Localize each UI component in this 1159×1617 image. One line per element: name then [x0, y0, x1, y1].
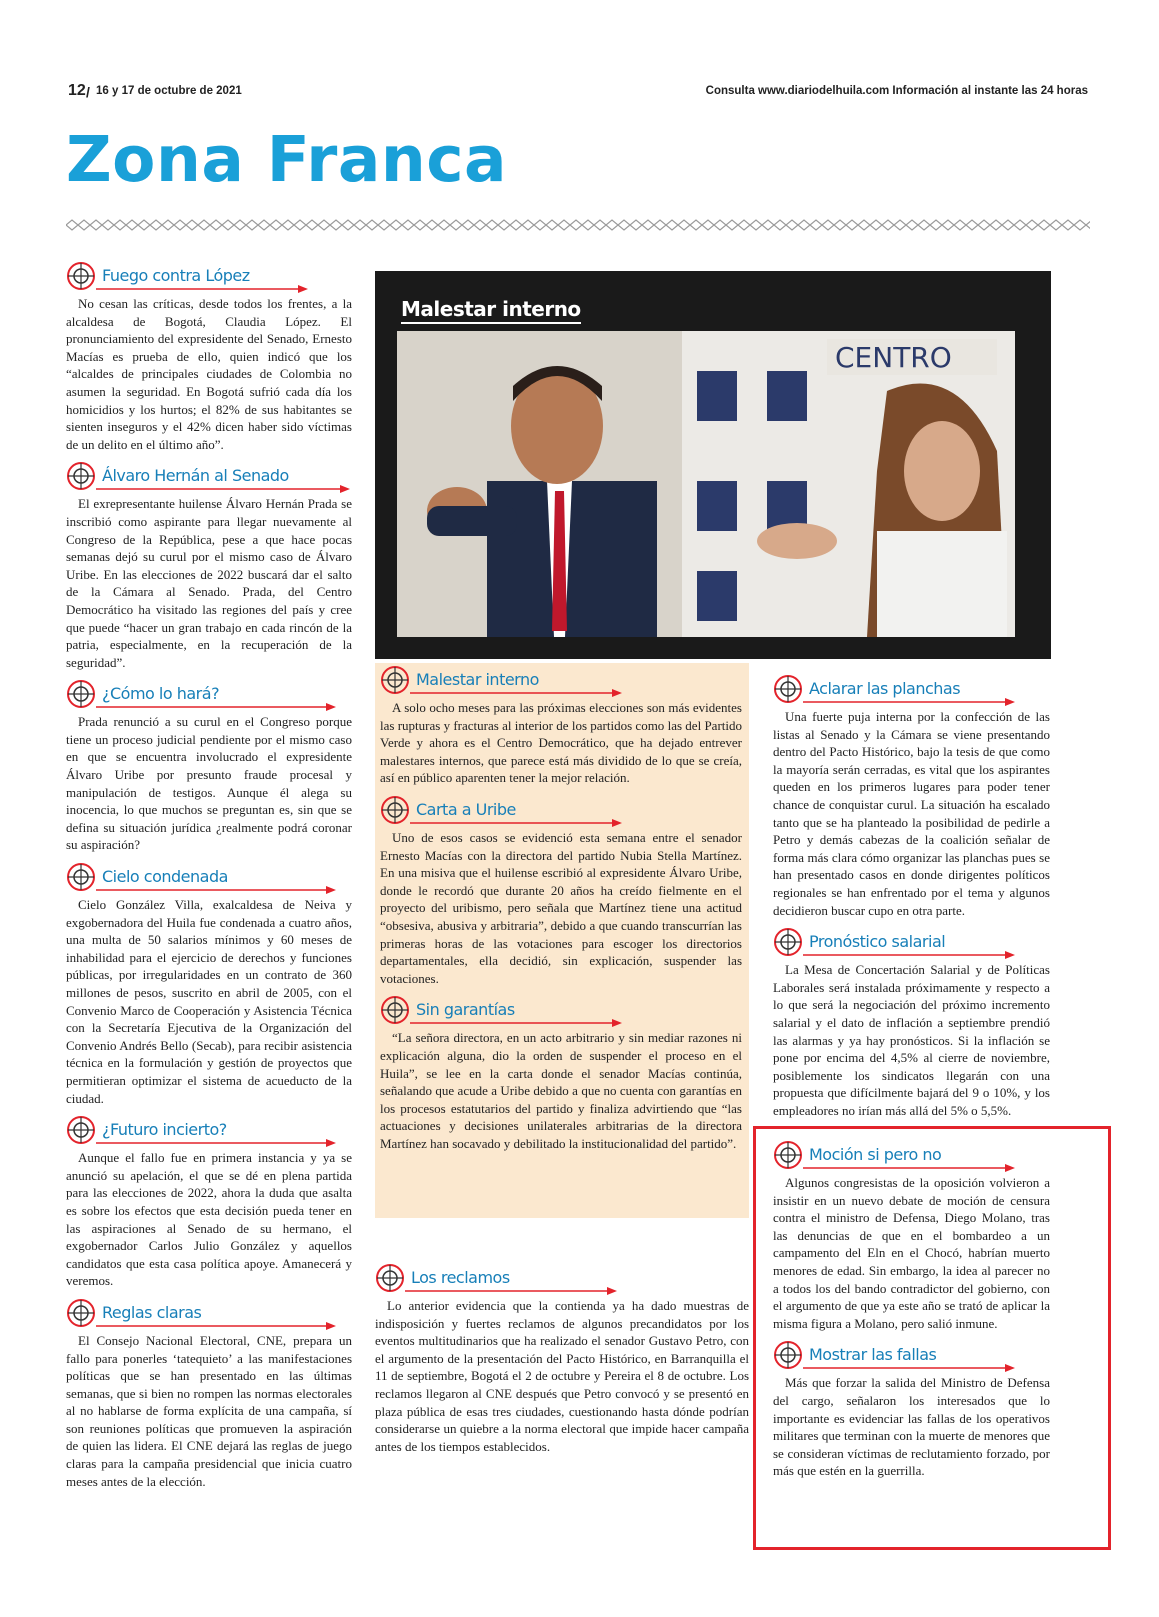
article	[66, 461, 352, 671]
arrow-icon	[803, 1164, 1015, 1172]
article	[773, 1140, 1050, 1332]
article-heading	[66, 1115, 352, 1147]
column-left	[66, 261, 352, 1498]
article-heading	[380, 665, 742, 697]
article-heading	[66, 1298, 352, 1330]
page-separator: /	[86, 84, 90, 100]
arrow-icon	[96, 485, 350, 493]
crosshair-icon	[66, 679, 96, 709]
column-middle-lower	[375, 1263, 749, 1463]
article-title: ¿Futuro incierto?	[102, 1120, 227, 1140]
article	[375, 1263, 749, 1455]
arrow-icon	[803, 951, 1015, 959]
article	[380, 795, 742, 987]
article-title: Aclarar las planchas	[809, 679, 961, 698]
crosshair-icon	[375, 1263, 405, 1293]
article-text: El Consejo Nacional Electoral, CNE, prepara un fallo para ponerles ‘tatequieto’ a las manifestaciones políticas que se han presentado en las últimas semanas, que si bien no rompen las normas electorales al no hablarse de forma explícita de una campaña, sí son reuniones políticas que promueven la aspiración de quien las lidera. El CNE dejará las reglas de juego claras para la campaña presidencial que inicia cuatro meses antes de la elección.	[66, 1332, 352, 1489]
top-bar	[68, 84, 1088, 102]
article-heading	[380, 995, 742, 1027]
article-title: Malestar interno	[416, 670, 539, 689]
crosshair-icon	[380, 665, 410, 695]
header-tagline: Consulta www.diariodelhuila.com Información al instante las 24 horas	[705, 85, 1088, 97]
article-text: Más que forzar la salida del Ministro de Defensa del cargo, señalaron los interesados que lo importante es evidenciar las fallas de los operativos militares que terminan con la muerte de menores que se consideran víctimas de reclutamiento forzado, por más que estén en la guerrilla.	[773, 1375, 1050, 1479]
article-text: Algunos congresistas de la oposición volvieron a insistir en un nuevo debate de moción de censura contra el ministro de Defensa, Diego Molano, tras las denuncias de que en el bombardeo a un campamento del Eln en el Chocó, habrían muerto menores de edad. Sin embargo, la idea al parecer no a todos los del bando contradictor del gobierno, con el argumento de que ya este año se trató de aplicar la misma figura a Molano, pero salió inmune.	[773, 1175, 1050, 1331]
arrow-icon	[410, 1019, 622, 1027]
crosshair-icon	[380, 995, 410, 1025]
news-photo	[397, 331, 1015, 637]
article-title: Moción si pero no	[809, 1145, 942, 1164]
article-text: Uno de esos casos se evidenció esta semana entre el senador Ernesto Macías con la directora del partido Nubia Stella Martínez. En una misiva que el huilense escribió al expresidente Álvaro Uribe, donde le recordó que durante 20 años ha creído fielmente en el proyecto del uribismo, pero señala que Martínez tiene una actitud “obsesiva, abusiva y arbitraria”, debido a que cuando transcurrían las primeras horas de las votaciones para escoger los directorios departamentales, ella decidió, sin explicación, suspender las votaciones.	[380, 829, 742, 986]
crosshair-icon	[66, 461, 96, 491]
article	[66, 261, 352, 453]
article-text: Lo anterior evidencia que la contienda ya ha dado muestras de indisposición y fuertes reclamos de algunos precandidatos por los eventos multitudinarios que ha realizado el senador Gustavo Petro, con el argumento de la presentación del Pacto Histórico, en Barranquilla el 11 de septiembre, Bogotá el 2 de octubre y Pereira el 8 de octubre. Los reclamos llegaron al CNE después que Petro convocó y se presentó en plaza pública de esas tres ciudades, cuestionando hasta dónde podrían considerarse un quiebre a la norma electoral que impide hacer campaña antes de los tiempos establecidos.	[375, 1298, 749, 1454]
svg-text:CENTRO: CENTRO	[835, 341, 952, 374]
article	[66, 862, 352, 1107]
article-title: Fuego contra López	[102, 266, 250, 285]
article-heading	[66, 261, 352, 293]
column-middle	[380, 665, 742, 1160]
arrow-icon	[96, 1139, 336, 1147]
article-text: A solo ocho meses para las próximas elecciones son más evidentes las rupturas y fracturas al interior de los partidos como las del Partido Verde y ahora es el Centro Democrático, que ha dejado entrever malestares internos, que parece está más dividido de lo que se creía, así en público aparenten tener la mejor relación.	[380, 700, 742, 786]
article-text: El exrepresentante huilense Álvaro Hernán Prada se inscribió como aspirante para llegar nuevamente al Congreso de la República, pese a que hace pocas semanas dejó su curul por el mismo caso de Álvaro Uribe. En las elecciones de 2022 buscará dar el salto de la Cámara al Senado. Prada, del Centro Democrático ha visitado las regiones del país y cree que puede “hacer un gran trabajo en cada rincón de la patria, especialmente, en la recuperación de la seguridad”.	[66, 496, 352, 670]
arrow-icon	[803, 1364, 1015, 1372]
article-text: Prada renunció a su curul en el Congreso porque tiene un proceso judicial pendiente por el mismo caso en que se encuentra involucrado el expresidente Álvaro Uribe por presunto fraude procesal y manipulación de testigos. Aunque él alega su inocencia, lo que muchos se preguntan es, sin que se defina su situación jurídica ¿realmente podrá coronar su aspiración?	[66, 714, 352, 853]
article-title: ¿Cómo lo hará?	[102, 684, 220, 704]
photo-title: Malestar interno	[401, 297, 581, 324]
crosshair-icon	[66, 1298, 96, 1328]
page-number: 12	[68, 82, 86, 99]
arrow-icon	[96, 703, 336, 711]
article	[380, 995, 742, 1152]
crosshair-icon	[66, 1115, 96, 1145]
crosshair-icon	[773, 674, 803, 704]
article	[66, 1115, 352, 1290]
arrow-icon	[405, 1287, 617, 1295]
article	[773, 927, 1050, 1119]
article-title: Mostrar las fallas	[809, 1345, 937, 1365]
article-heading	[773, 927, 1050, 959]
article-heading	[773, 674, 1050, 706]
article-heading	[375, 1263, 749, 1295]
arrow-icon	[410, 819, 622, 827]
article-text: La Mesa de Concertación Salarial y de Políticas Laborales será instalada próximamente y respecto a lo que será la negociación del próximo incremento salarial y el dato de inflación a septiembre prendió las alarmas y ya hay pronósticos. Si la inflación se pone por encima del 4,5% al cierre de noviembre, posiblemente los sindicatos llegarán con una propuesta que difícilmente bajará del 9 o 10%, y los empleadores no irían más allá del 5% o 5,5%.	[773, 962, 1050, 1118]
article-heading	[66, 461, 352, 493]
article-text: Aunque el fallo fue en primera instancia y ya se anunció su apelación, el que se dé en plena partida para las elecciones de 2022, ahora la duda que asalta es sobre los efectos que esta decisión pueda tener en las aspiraciones al Senado de su hermano, el exgobernador Carlos Julio González y aquellos candidatos que esta casa política apoye. Amanecerá y veremos.	[66, 1150, 352, 1289]
article-title: Álvaro Hernán al Senado	[102, 466, 289, 486]
article-text: No cesan las críticas, desde todos los frentes, a la alcaldesa de Bogotá, Claudia López. El pronunciamiento del expresidente del Senado, Ernesto Macías es prueba de ello, quien indicó que los “alcaldes de principales ciudades de Colombia no asumen la seguridad. En Bogotá sufrió cada día los homicidios y los hurtos; el 82% de sus habitantes se sienten inseguros y el 42% dicen haber sido víctimas de un delito en el último año”.	[66, 296, 352, 452]
crosshair-icon	[773, 1340, 803, 1370]
article-text: “La señora directora, en un acto arbitrario y sin mediar razones ni explicación alguna, dio la orden de suspender el proceso en el Huila”, se lee en la carta donde el senador Macías continúa, señalando que acude a Uribe debido a que no cuenta con garantías en los procesos estatutarios del partido y finaliza advirtiendo que “las actuaciones y decisiones unilaterales arbitrarias de la directora Martínez han socavado y debilitado la institucionalidad del partido”.	[380, 1030, 742, 1151]
article-title: Pronóstico salarial	[809, 932, 946, 952]
crosshair-icon	[66, 261, 96, 291]
article	[773, 1340, 1050, 1480]
arrow-icon	[96, 285, 308, 293]
crosshair-icon	[773, 927, 803, 957]
article-title: Los reclamos	[411, 1268, 510, 1287]
article	[66, 1298, 352, 1490]
article-heading	[66, 679, 352, 711]
crosshair-icon	[773, 1140, 803, 1170]
arrow-icon	[96, 886, 336, 894]
issue-date: 16 y 17 de octubre de 2021	[96, 85, 242, 97]
crosshair-icon	[380, 795, 410, 825]
article-heading	[773, 1340, 1050, 1372]
article-title: Cielo condenada	[102, 867, 228, 887]
arrow-icon	[410, 689, 622, 697]
zigzag-divider	[66, 218, 1090, 232]
article-text: Cielo González Villa, exalcaldesa de Neiva y exgobernadora del Huila fue condenada a cuatro años, una multa de 50 salarios mínimos y 60 meses de inhabilidad para el ejercicio de derechos y funciones públicas, por irregularidades en un contrato de 360 millones de pesos, suscrito en abril de 2005, con el Convenio Marco de Cooperación y Asistencia Técnica con la Secretaría Ejecutiva de la Organización del Convenio Andrés Bello (Secab), para recibir asistencia técnica en la formulación y gestión de proyectos que permitieran optimizar el sistema de acueducto de la ciudad.	[66, 897, 352, 1106]
article-title: Sin garantías	[416, 1000, 515, 1020]
article-heading	[66, 862, 352, 894]
column-right-lower	[773, 1140, 1050, 1488]
article-title: Carta a Uribe	[416, 799, 516, 819]
article-title: Reglas claras	[102, 1302, 202, 1322]
crosshair-icon	[66, 862, 96, 892]
article	[773, 674, 1050, 919]
arrow-icon	[803, 698, 1015, 706]
article	[380, 665, 742, 787]
article-heading	[380, 795, 742, 827]
article	[66, 679, 352, 854]
article-heading	[773, 1140, 1050, 1172]
article-text: Una fuerte puja interna por la confección de las listas al Senado y la Cámara se viene presentando dentro del Pacto Histórico, bajo la tesis de que como la mayoría serán cerradas, es vital que los aspirantes queden en los primeros lugares para poder tener chance de conquistar curul. La situación ha escalado tanto que se ha planteado la posibilidad de pedirle a Petro y demás cabezas de la coalición señalar de forma más clara cómo organizar las planchas pues se han presentado casos en donde dirigentes políticos regionales se han enfrentado por el tema y algunos decidieron buscar cupo en otra parte.	[773, 709, 1050, 918]
photo-panel	[375, 271, 1051, 659]
section-title: Zona Franca	[66, 123, 508, 196]
arrow-icon	[96, 1322, 336, 1330]
column-right	[773, 674, 1050, 1127]
